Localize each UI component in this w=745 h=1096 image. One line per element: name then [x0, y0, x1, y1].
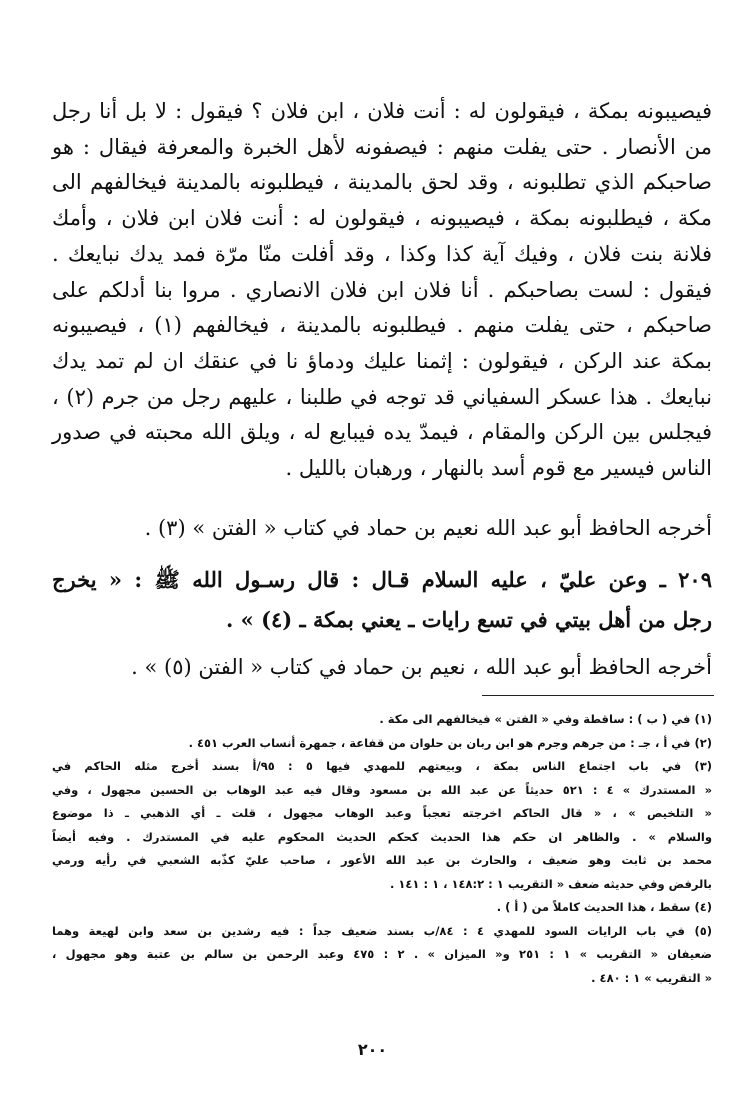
source-attribution-1: أخرجه الحافظ أبو عبد الله نعيم بن حماد في كتاب « الفتن » (٣) .: [144, 516, 712, 540]
text-line: فيصيبونه بمكة ، فيقولون له : أنت فلان ، ابن فلان ؟ فيقول : لا بل أنا رجل: [52, 99, 712, 123]
footnote-line: (٥) في باب الرايات السود للمهدي ٤ : ٨٤/ب بسند ضعيف جداً : فيه رشدين بن سعد وابن لهيعة وهما: [52, 923, 713, 938]
text-line: الناس فيسير مع قوم أسد بالنهار ، ورهبان بالليل .: [285, 456, 712, 481]
hadith-209: [52, 560, 712, 640]
footnote-line: محمد بن ثابت وهو ضعيف ، والحارث بن عبد الله الأعور ، صاحب عليّ كذّبه الشعبي في رأيه ورمي: [52, 853, 712, 867]
text-line: من الأنصار . حتى يفلت منهم : فيصفونه لأهل الخبرة والمعرفة فيقال : هو: [52, 134, 712, 159]
text-line: صاحبكم ، حتى يفلت منهم . فيطلبونه بالمدينة ، فيخالفهم (١) ، فيصيبونه: [52, 313, 712, 338]
footnote-line: والسلام » . والظاهر ان حكم هذا الحديث كحكم الحديث المحكوم عليه في المستدرك . وفيه أيضاً: [52, 829, 712, 844]
footnote-line: « التلخيص » ، « قال الحاكم اخرجته تعجباً وعبد الوهاب مجهول ، قلت ـ أي الذهبي ـ ذا موضوع: [52, 806, 712, 820]
footnote-divider: [482, 695, 714, 696]
footnote-line: (٤) سقط ، هذا الحديث كاملاً من ( أ ) .: [496, 900, 712, 914]
text-line: مكة ، فيطلبونه بمكة ، فيصيبونه ، فيقولون له : أنت فلان ابن فلان ، وأمك: [52, 206, 712, 231]
footnotes-block: [52, 708, 712, 990]
main-text-block: [52, 94, 712, 487]
page-number: ٢٠٠: [357, 1040, 388, 1059]
footnote-line: (١) في ( ب ) : ساقطة وفي « الفتن » فيخالفهم الى مكة .: [379, 712, 712, 726]
footnote-line: ضعيفان « التقريب » ١ : ٢٥١ و« الميزان » . ٢ : ٤٧٥ وعبد الرحمن بن سالم بن عتبة وهو مجهول ،: [52, 947, 713, 961]
footnote-line: « المستدرك » ٤ : ٥٢١ حديثاً عن عبد الله بن مسعود وقال فيه عبد الوهاب بن الحسين مجهول ، وفي: [52, 782, 712, 797]
footnote-line: بالرفض وفي حديثه ضعف « التقريب ١ : ١٤٨:٢ ، ١ : ١٤١ .: [390, 876, 712, 891]
hadith-line: رجل من أهل بيتي في تسع رايات ـ يعني بمكة ـ (٤) » .: [226, 607, 712, 632]
footnote-line: « التقريب » ١ : ٤٨٠ .: [591, 970, 712, 985]
text-line: فلانة بنت فلان ، وفيك آية كذا وكذا ، وقد أفلت منّا مرّة فمد يدك نبايعك .: [52, 241, 712, 266]
footnote-line: (٣) في باب اجتماع الناس بمكة ، وبيعتهم للمهدي فيها ٥ : ٩٥/أ بسند أخرج مثله الحاكم في: [52, 759, 712, 773]
footnote-line: (٢) في أ ، جـ : من جرهم وجرم هو ابن ربان بن حلوان من قفاعة ، جمهرة أنساب العرب ٤٥١ .: [188, 735, 712, 750]
text-line: صاحبكم الذي تطلبونه ، وقد لحق بالمدينة ، فيطلبونه بالمدينة فيخالفهم الى: [52, 170, 712, 195]
source-attribution-2: أخرجه الحافظ أبو عبد الله ، نعيم بن حماد في كتاب « الفتن (٥) » .: [131, 655, 712, 679]
hadith-line: ٢٠٩ ـ وعن عليّ ، عليه السلام قـال : قال رسـول الله ﷺ : « يخرج: [52, 567, 712, 592]
text-line: فيجلس بين الركن والمقام ، فيمدّ يده فيبايع له ، ويلق الله محبته في صدور: [52, 420, 712, 445]
text-line: بمكة عند الركن ، فيقولون : إثمنا عليك ودماؤ نا في عنقك ان لم تمد يدك: [52, 348, 712, 373]
text-line: نبايعك . هذا عسكر السفياني قد توجه في طلبنا ، عليهم رجل من جرم (٢) ،: [52, 384, 712, 409]
text-line: فيقول : لست بصاحبكم . أنا فلان ابن فلان الانصاري . مروا بنا أدلكم على: [52, 277, 712, 302]
